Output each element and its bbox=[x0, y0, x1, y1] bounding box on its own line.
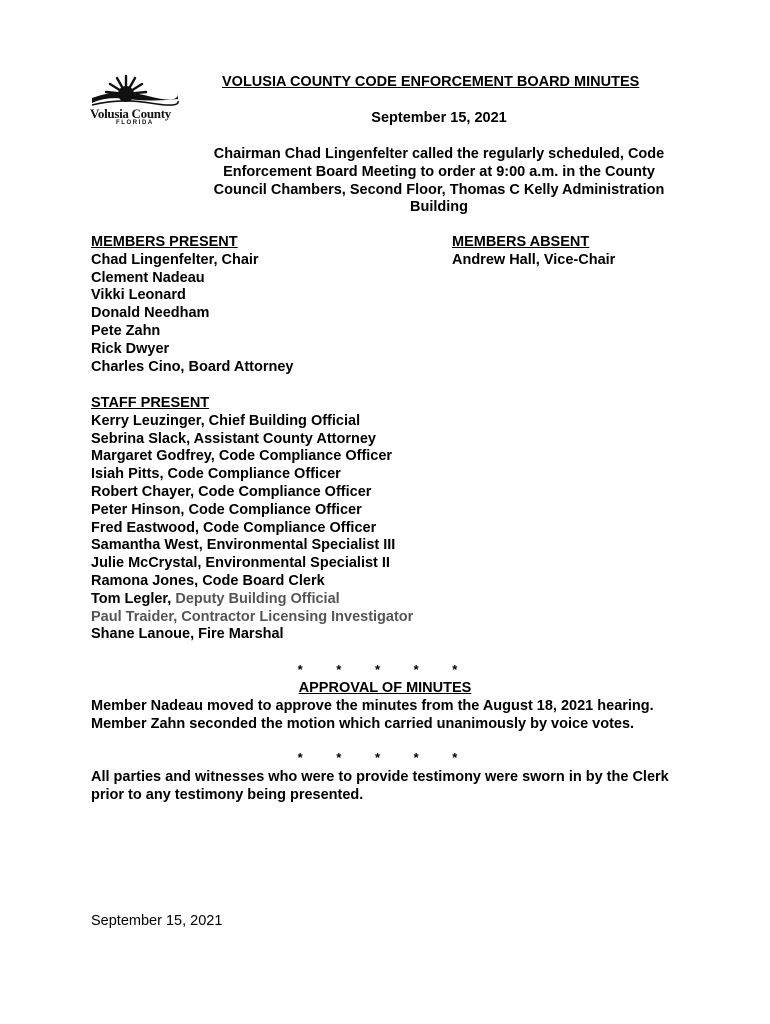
members-absent-heading: MEMBERS ABSENT bbox=[452, 234, 590, 250]
member-name: Vikki Leonard bbox=[91, 287, 186, 304]
logo-county-name: Volusia County bbox=[90, 106, 171, 121]
staff-name: Fred Eastwood, Code Compliance Officer bbox=[91, 519, 377, 536]
members-absent-section bbox=[452, 234, 615, 270]
staff-name: Margaret Godfrey, Code Compliance Officer bbox=[91, 448, 393, 465]
member-name: Charles Cino, Board Attorney bbox=[91, 358, 294, 375]
members-present-heading: MEMBERS PRESENT bbox=[91, 234, 238, 250]
approval-text: Member Nadeau moved to approve the minutes from the August 18, 2021 hearing. Member Zahn seconded the motion which carried unanimously by voice votes. bbox=[91, 698, 654, 732]
staff-name-legler bbox=[91, 591, 413, 609]
member-name: Clement Nadeau bbox=[91, 269, 205, 286]
staff-name-lanoue: Shane Lanoue, Fire Marshal bbox=[91, 626, 284, 643]
staff-name: Ramona Jones, Code Board Clerk bbox=[91, 572, 325, 589]
meeting-date: September 15, 2021 bbox=[371, 110, 507, 126]
staff-name-traider: Paul Traider, Contractor Licensing Investigator bbox=[91, 608, 414, 625]
section-separator: * * * * * bbox=[297, 750, 473, 765]
staff-present-section bbox=[91, 395, 413, 644]
meeting-intro: Chairman Chad Lingenfelter called the regularly scheduled, Code Enforcement Board Meeting to order at 9:00 a.m. in the County Council Chambers, Second Floor, Thomas C Kelly Administration Building bbox=[213, 146, 665, 216]
member-name: Pete Zahn bbox=[91, 322, 161, 339]
absent-member-name: Andrew Hall, Vice-Chair bbox=[452, 251, 616, 268]
section-separator: * * * * * bbox=[297, 662, 473, 677]
staff-present-heading: STAFF PRESENT bbox=[91, 395, 210, 411]
staff-name: Peter Hinson, Code Compliance Officer bbox=[91, 501, 362, 518]
legler-name: Tom Legler, bbox=[91, 590, 176, 607]
logo-state-name: FLORIDA bbox=[116, 120, 154, 126]
staff-name: Julie McCrystal, Environmental Specialist II bbox=[91, 555, 390, 572]
staff-name: Sebrina Slack, Assistant County Attorney bbox=[91, 430, 376, 447]
sworn-text: All parties and witnesses who were to provide testimony were sworn in by the Clerk prior to any testimony being presented. bbox=[91, 769, 669, 803]
staff-name: Isiah Pitts, Code Compliance Officer bbox=[91, 466, 341, 483]
member-name: Donald Needham bbox=[91, 305, 210, 322]
staff-name: Robert Chayer, Code Compliance Officer bbox=[91, 483, 372, 500]
legler-title: Deputy Building Official bbox=[175, 590, 340, 607]
member-name: Rick Dwyer bbox=[91, 340, 170, 357]
staff-name: Samantha West, Environmental Specialist III bbox=[91, 537, 396, 554]
staff-name: Kerry Leuzinger, Chief Building Official bbox=[91, 412, 361, 429]
member-name: Chad Lingenfelter, Chair bbox=[91, 251, 259, 268]
document-title: VOLUSIA COUNTY CODE ENFORCEMENT BOARD MINUTES bbox=[222, 74, 640, 90]
members-present-section bbox=[91, 234, 294, 376]
page-footer-date: September 15, 2021 bbox=[91, 913, 223, 929]
approval-heading: APPROVAL OF MINUTES bbox=[298, 680, 472, 696]
